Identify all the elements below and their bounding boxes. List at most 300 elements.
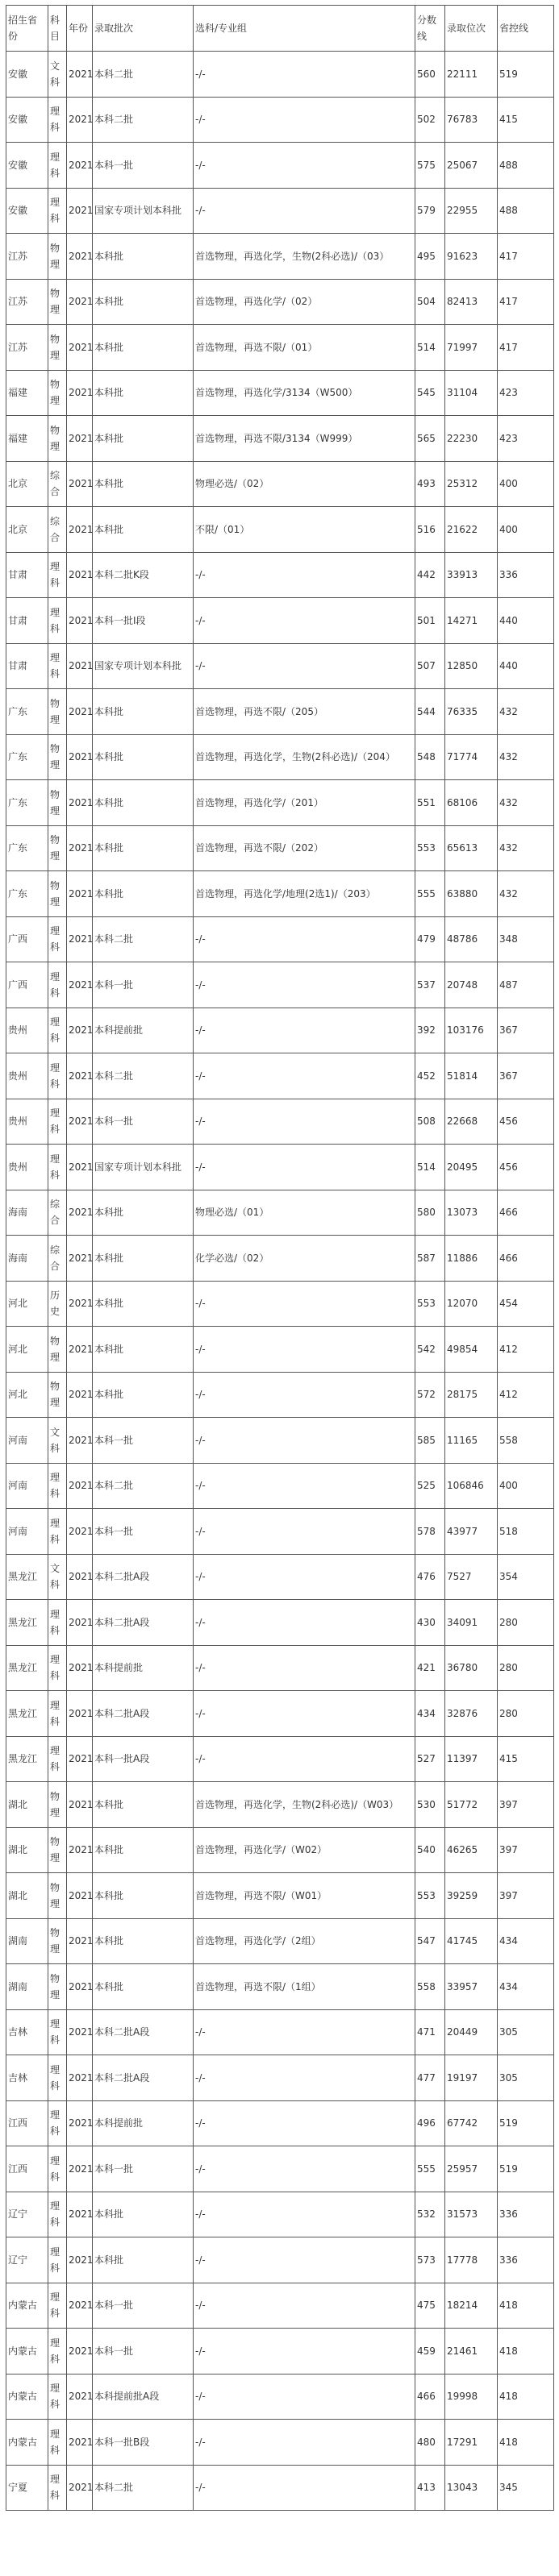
cell-subject-group: -/- bbox=[194, 1418, 415, 1464]
cell-subject: 综合 bbox=[48, 507, 67, 553]
cell-subject-group: -/- bbox=[194, 1372, 415, 1418]
header-subject: 科目 bbox=[48, 6, 67, 52]
cell-year: 2021 bbox=[67, 1190, 93, 1236]
cell-subject-group: -/- bbox=[194, 2237, 415, 2283]
cell-year: 2021 bbox=[67, 1691, 93, 1737]
cell-batch: 本科提前批 bbox=[93, 2100, 194, 2146]
cell-year: 2021 bbox=[67, 1281, 93, 1327]
cell-year: 2021 bbox=[67, 2374, 93, 2420]
cell-year: 2021 bbox=[67, 234, 93, 280]
cell-batch: 本科批 bbox=[93, 279, 194, 325]
table-row bbox=[6, 416, 554, 462]
cell-subject: 理科 bbox=[48, 552, 67, 598]
cell-batch: 本科二批 bbox=[93, 1463, 194, 1509]
cell-subject-group: 首选物理，再选化学/地理(2选1)/（203） bbox=[194, 871, 415, 917]
cell-score-line: 452 bbox=[415, 1053, 445, 1099]
table-row bbox=[6, 871, 554, 917]
cell-rank: 11397 bbox=[445, 1736, 498, 1782]
admission-score-table bbox=[6, 5, 554, 2511]
cell-subject: 物理 bbox=[48, 370, 67, 416]
cell-score-line: 544 bbox=[415, 689, 445, 735]
cell-year: 2021 bbox=[67, 1873, 93, 1919]
cell-province: 贵州 bbox=[6, 1053, 48, 1099]
cell-score-line: 579 bbox=[415, 188, 445, 234]
cell-batch: 本科批 bbox=[93, 1918, 194, 1964]
cell-province: 江苏 bbox=[6, 279, 48, 325]
cell-rank: 71774 bbox=[445, 734, 498, 780]
cell-year: 2021 bbox=[67, 2237, 93, 2283]
cell-province: 河南 bbox=[6, 1418, 48, 1464]
cell-province: 甘肃 bbox=[6, 552, 48, 598]
cell-score-line: 537 bbox=[415, 962, 445, 1008]
cell-subject: 物理 bbox=[48, 825, 67, 871]
cell-subject-group: -/- bbox=[194, 1281, 415, 1327]
cell-rank: 25067 bbox=[445, 143, 498, 189]
cell-batch: 本科提前批 bbox=[93, 1008, 194, 1053]
cell-rank: 63880 bbox=[445, 871, 498, 917]
cell-year: 2021 bbox=[67, 1236, 93, 1282]
cell-subject: 理科 bbox=[48, 1600, 67, 1646]
cell-subject-group: -/- bbox=[194, 2283, 415, 2329]
cell-province: 湖北 bbox=[6, 1873, 48, 1919]
cell-batch: 本科批 bbox=[93, 234, 194, 280]
cell-year: 2021 bbox=[67, 2146, 93, 2192]
cell-subject: 理科 bbox=[48, 2009, 67, 2055]
cell-control-line: 354 bbox=[498, 1554, 554, 1600]
cell-subject: 理科 bbox=[48, 2237, 67, 2283]
cell-control-line: 423 bbox=[498, 416, 554, 462]
cell-rank: 13073 bbox=[445, 1190, 498, 1236]
cell-subject-group: -/- bbox=[194, 2100, 415, 2146]
cell-score-line: 548 bbox=[415, 734, 445, 780]
cell-province: 安徽 bbox=[6, 188, 48, 234]
cell-subject-group: 首选物理，再选化学/（W02） bbox=[194, 1827, 415, 1873]
cell-subject: 物理 bbox=[48, 871, 67, 917]
cell-control-line: 397 bbox=[498, 1873, 554, 1919]
cell-score-line: 553 bbox=[415, 825, 445, 871]
cell-score-line: 530 bbox=[415, 1782, 445, 1828]
cell-batch: 本科批 bbox=[93, 689, 194, 735]
cell-batch: 本科批 bbox=[93, 871, 194, 917]
cell-score-line: 555 bbox=[415, 871, 445, 917]
cell-batch: 本科一批 bbox=[93, 143, 194, 189]
cell-batch: 本科批 bbox=[93, 1327, 194, 1373]
cell-subject-group: 首选物理，再选不限/（01） bbox=[194, 325, 415, 371]
cell-score-line: 575 bbox=[415, 143, 445, 189]
cell-province: 广东 bbox=[6, 871, 48, 917]
cell-subject: 理科 bbox=[48, 2055, 67, 2101]
cell-rank: 34091 bbox=[445, 1600, 498, 1646]
cell-rank: 43977 bbox=[445, 1509, 498, 1555]
cell-rank: 106846 bbox=[445, 1463, 498, 1509]
cell-subject-group: 首选物理，再选不限/（202） bbox=[194, 825, 415, 871]
table-row bbox=[6, 52, 554, 98]
cell-rank: 39259 bbox=[445, 1873, 498, 1919]
cell-score-line: 572 bbox=[415, 1372, 445, 1418]
cell-score-line: 553 bbox=[415, 1281, 445, 1327]
cell-year: 2021 bbox=[67, 2465, 93, 2511]
cell-control-line: 305 bbox=[498, 2055, 554, 2101]
cell-subject: 物理 bbox=[48, 780, 67, 826]
cell-year: 2021 bbox=[67, 1099, 93, 1145]
table-row bbox=[6, 2146, 554, 2192]
cell-province: 黑龙江 bbox=[6, 1691, 48, 1737]
cell-score-line: 560 bbox=[415, 52, 445, 98]
cell-subject: 理科 bbox=[48, 916, 67, 962]
cell-rank: 22230 bbox=[445, 416, 498, 462]
cell-rank: 48786 bbox=[445, 916, 498, 962]
cell-score-line: 434 bbox=[415, 1691, 445, 1737]
cell-province: 河北 bbox=[6, 1327, 48, 1373]
cell-score-line: 573 bbox=[415, 2237, 445, 2283]
table-row bbox=[6, 1691, 554, 1737]
cell-rank: 12070 bbox=[445, 1281, 498, 1327]
cell-score-line: 527 bbox=[415, 1736, 445, 1782]
table-row bbox=[6, 97, 554, 143]
cell-subject: 理科 bbox=[48, 1463, 67, 1509]
cell-control-line: 423 bbox=[498, 370, 554, 416]
cell-subject-group: 首选物理，再选化学，生物(2科必选)/（204） bbox=[194, 734, 415, 780]
cell-score-line: 508 bbox=[415, 1099, 445, 1145]
cell-batch: 本科一批I段 bbox=[93, 598, 194, 644]
cell-rank: 21622 bbox=[445, 507, 498, 553]
cell-score-line: 480 bbox=[415, 2420, 445, 2466]
cell-year: 2021 bbox=[67, 279, 93, 325]
cell-province: 安徽 bbox=[6, 52, 48, 98]
cell-batch: 本科批 bbox=[93, 1827, 194, 1873]
cell-subject: 物理 bbox=[48, 1964, 67, 2010]
cell-subject-group: -/- bbox=[194, 1327, 415, 1373]
cell-subject: 理科 bbox=[48, 1736, 67, 1782]
cell-rank: 21461 bbox=[445, 2329, 498, 2374]
cell-rank: 67742 bbox=[445, 2100, 498, 2146]
cell-province: 广东 bbox=[6, 780, 48, 826]
cell-province: 湖北 bbox=[6, 1827, 48, 1873]
cell-score-line: 516 bbox=[415, 507, 445, 553]
cell-control-line: 519 bbox=[498, 2146, 554, 2192]
cell-score-line: 525 bbox=[415, 1463, 445, 1509]
cell-subject-group: -/- bbox=[194, 2329, 415, 2374]
table-row bbox=[6, 2055, 554, 2101]
cell-control-line: 418 bbox=[498, 2329, 554, 2374]
cell-subject: 理科 bbox=[48, 1691, 67, 1737]
cell-control-line: 488 bbox=[498, 143, 554, 189]
cell-subject-group: -/- bbox=[194, 1099, 415, 1145]
cell-subject-group: 首选物理，再选化学/（2组） bbox=[194, 1918, 415, 1964]
table-row bbox=[6, 1418, 554, 1464]
cell-batch: 本科批 bbox=[93, 825, 194, 871]
cell-rank: 22111 bbox=[445, 52, 498, 98]
cell-subject: 物理 bbox=[48, 1372, 67, 1418]
cell-province: 广西 bbox=[6, 916, 48, 962]
cell-year: 2021 bbox=[67, 1145, 93, 1190]
cell-province: 内蒙古 bbox=[6, 2283, 48, 2329]
cell-rank: 41745 bbox=[445, 1918, 498, 1964]
cell-year: 2021 bbox=[67, 1600, 93, 1646]
cell-rank: 65613 bbox=[445, 825, 498, 871]
cell-year: 2021 bbox=[67, 916, 93, 962]
cell-rank: 25957 bbox=[445, 2146, 498, 2192]
header-score-line: 分数线 bbox=[415, 6, 445, 52]
cell-province: 海南 bbox=[6, 1236, 48, 1282]
cell-score-line: 540 bbox=[415, 1827, 445, 1873]
cell-year: 2021 bbox=[67, 2009, 93, 2055]
cell-batch: 本科批 bbox=[93, 1964, 194, 2010]
cell-score-line: 545 bbox=[415, 370, 445, 416]
cell-batch: 本科一批 bbox=[93, 1418, 194, 1464]
cell-subject-group: -/- bbox=[194, 2465, 415, 2511]
cell-year: 2021 bbox=[67, 188, 93, 234]
cell-subject-group: 首选物理，再选不限/（205） bbox=[194, 689, 415, 735]
cell-province: 甘肃 bbox=[6, 598, 48, 644]
cell-subject: 理科 bbox=[48, 1099, 67, 1145]
cell-control-line: 434 bbox=[498, 1918, 554, 1964]
header-province: 招生省份 bbox=[6, 6, 48, 52]
cell-year: 2021 bbox=[67, 2329, 93, 2374]
cell-subject-group: -/- bbox=[194, 643, 415, 689]
table-row bbox=[6, 143, 554, 189]
cell-subject-group: -/- bbox=[194, 52, 415, 98]
cell-batch: 本科二批 bbox=[93, 52, 194, 98]
cell-province: 河北 bbox=[6, 1372, 48, 1418]
cell-score-line: 496 bbox=[415, 2100, 445, 2146]
cell-year: 2021 bbox=[67, 1008, 93, 1053]
cell-rank: 13043 bbox=[445, 2465, 498, 2511]
cell-score-line: 587 bbox=[415, 1236, 445, 1282]
cell-province: 安徽 bbox=[6, 97, 48, 143]
cell-province: 河北 bbox=[6, 1281, 48, 1327]
table-row bbox=[6, 1372, 554, 1418]
cell-rank: 51772 bbox=[445, 1782, 498, 1828]
cell-year: 2021 bbox=[67, 780, 93, 826]
cell-province: 北京 bbox=[6, 507, 48, 553]
cell-rank: 103176 bbox=[445, 1008, 498, 1053]
cell-control-line: 400 bbox=[498, 1463, 554, 1509]
header-subject-group: 选科/专业组 bbox=[194, 6, 415, 52]
cell-subject-group: -/- bbox=[194, 1554, 415, 1600]
cell-subject-group: -/- bbox=[194, 1600, 415, 1646]
table-row bbox=[6, 962, 554, 1008]
cell-province: 内蒙古 bbox=[6, 2420, 48, 2466]
cell-rank: 25312 bbox=[445, 461, 498, 507]
cell-subject: 理科 bbox=[48, 1145, 67, 1190]
table-row bbox=[6, 279, 554, 325]
table-row bbox=[6, 1600, 554, 1646]
cell-year: 2021 bbox=[67, 1782, 93, 1828]
cell-control-line: 456 bbox=[498, 1099, 554, 1145]
table-row bbox=[6, 1327, 554, 1373]
cell-subject-group: -/- bbox=[194, 2146, 415, 2192]
cell-control-line: 440 bbox=[498, 598, 554, 644]
cell-score-line: 501 bbox=[415, 598, 445, 644]
cell-batch: 本科批 bbox=[93, 734, 194, 780]
cell-province: 内蒙古 bbox=[6, 2329, 48, 2374]
cell-subject: 文科 bbox=[48, 52, 67, 98]
cell-subject: 物理 bbox=[48, 1327, 67, 1373]
cell-year: 2021 bbox=[67, 598, 93, 644]
cell-batch: 本科二批 bbox=[93, 97, 194, 143]
cell-province: 黑龙江 bbox=[6, 1736, 48, 1782]
table-row bbox=[6, 1053, 554, 1099]
cell-control-line: 417 bbox=[498, 325, 554, 371]
cell-control-line: 336 bbox=[498, 2192, 554, 2237]
cell-province: 辽宁 bbox=[6, 2237, 48, 2283]
cell-score-line: 475 bbox=[415, 2283, 445, 2329]
cell-batch: 本科批 bbox=[93, 1873, 194, 1919]
cell-rank: 19998 bbox=[445, 2374, 498, 2420]
cell-subject-group: -/- bbox=[194, 1008, 415, 1053]
cell-score-line: 477 bbox=[415, 2055, 445, 2101]
cell-batch: 本科批 bbox=[93, 325, 194, 371]
cell-subject: 物理 bbox=[48, 279, 67, 325]
cell-subject: 理科 bbox=[48, 1053, 67, 1099]
cell-subject: 理科 bbox=[48, 2100, 67, 2146]
cell-subject: 理科 bbox=[48, 2329, 67, 2374]
cell-subject: 理科 bbox=[48, 1008, 67, 1053]
cell-subject-group: -/- bbox=[194, 2192, 415, 2237]
cell-score-line: 514 bbox=[415, 1145, 445, 1190]
cell-subject: 文科 bbox=[48, 1554, 67, 1600]
cell-control-line: 418 bbox=[498, 2283, 554, 2329]
cell-batch: 本科二批A段 bbox=[93, 2009, 194, 2055]
cell-control-line: 432 bbox=[498, 871, 554, 917]
cell-subject-group: -/- bbox=[194, 1509, 415, 1555]
table-row bbox=[6, 2192, 554, 2237]
cell-batch: 本科二批 bbox=[93, 2465, 194, 2511]
cell-score-line: 504 bbox=[415, 279, 445, 325]
cell-subject-group: 化学必选/（02） bbox=[194, 1236, 415, 1282]
cell-province: 江苏 bbox=[6, 325, 48, 371]
cell-subject: 物理 bbox=[48, 1782, 67, 1828]
table-row bbox=[6, 1008, 554, 1053]
cell-control-line: 432 bbox=[498, 689, 554, 735]
table-row bbox=[6, 188, 554, 234]
cell-batch: 本科一批 bbox=[93, 2329, 194, 2374]
cell-score-line: 476 bbox=[415, 1554, 445, 1600]
cell-subject-group: -/- bbox=[194, 1645, 415, 1691]
table-row bbox=[6, 643, 554, 689]
cell-year: 2021 bbox=[67, 507, 93, 553]
cell-subject-group: -/- bbox=[194, 1145, 415, 1190]
cell-subject-group: 首选物理，再选化学/（201） bbox=[194, 780, 415, 826]
table-row bbox=[6, 2465, 554, 2511]
cell-subject: 物理 bbox=[48, 1873, 67, 1919]
cell-rank: 11886 bbox=[445, 1236, 498, 1282]
cell-control-line: 418 bbox=[498, 2374, 554, 2420]
cell-batch: 国家专项计划本科批 bbox=[93, 188, 194, 234]
cell-province: 河南 bbox=[6, 1509, 48, 1555]
cell-score-line: 558 bbox=[415, 1964, 445, 2010]
cell-province: 江苏 bbox=[6, 234, 48, 280]
cell-batch: 本科一批 bbox=[93, 1509, 194, 1555]
cell-batch: 本科一批 bbox=[93, 2146, 194, 2192]
table-row bbox=[6, 1554, 554, 1600]
cell-control-line: 418 bbox=[498, 2420, 554, 2466]
table-body bbox=[6, 52, 554, 2511]
table-row bbox=[6, 2009, 554, 2055]
cell-subject-group: 首选物理，再选化学，生物(2科必选)/（03） bbox=[194, 234, 415, 280]
table-row bbox=[6, 1281, 554, 1327]
cell-control-line: 280 bbox=[498, 1645, 554, 1691]
cell-control-line: 415 bbox=[498, 1736, 554, 1782]
cell-subject: 物理 bbox=[48, 1918, 67, 1964]
cell-province: 贵州 bbox=[6, 1145, 48, 1190]
cell-subject-group: -/- bbox=[194, 188, 415, 234]
cell-subject: 物理 bbox=[48, 325, 67, 371]
cell-province: 江西 bbox=[6, 2146, 48, 2192]
table-row bbox=[6, 2329, 554, 2374]
cell-control-line: 397 bbox=[498, 1827, 554, 1873]
cell-year: 2021 bbox=[67, 1327, 93, 1373]
cell-province: 辽宁 bbox=[6, 2192, 48, 2237]
cell-batch: 本科二批A段 bbox=[93, 1600, 194, 1646]
cell-subject-group: 首选物理，再选化学/3134（W500） bbox=[194, 370, 415, 416]
table-row bbox=[6, 734, 554, 780]
cell-year: 2021 bbox=[67, 1418, 93, 1464]
cell-batch: 本科批 bbox=[93, 1782, 194, 1828]
cell-province: 黑龙江 bbox=[6, 1600, 48, 1646]
cell-subject: 理科 bbox=[48, 2374, 67, 2420]
cell-subject-group: -/- bbox=[194, 97, 415, 143]
cell-control-line: 367 bbox=[498, 1008, 554, 1053]
cell-control-line: 400 bbox=[498, 461, 554, 507]
cell-subject: 理科 bbox=[48, 2465, 67, 2511]
cell-score-line: 413 bbox=[415, 2465, 445, 2511]
table-row bbox=[6, 1827, 554, 1873]
cell-rank: 20449 bbox=[445, 2009, 498, 2055]
cell-control-line: 488 bbox=[498, 188, 554, 234]
cell-subject-group: -/- bbox=[194, 552, 415, 598]
cell-year: 2021 bbox=[67, 734, 93, 780]
cell-control-line: 345 bbox=[498, 2465, 554, 2511]
cell-control-line: 417 bbox=[498, 279, 554, 325]
cell-year: 2021 bbox=[67, 1554, 93, 1600]
cell-rank: 46265 bbox=[445, 1827, 498, 1873]
cell-rank: 31573 bbox=[445, 2192, 498, 2237]
cell-rank: 36780 bbox=[445, 1645, 498, 1691]
cell-control-line: 417 bbox=[498, 234, 554, 280]
cell-rank: 68106 bbox=[445, 780, 498, 826]
cell-year: 2021 bbox=[67, 1827, 93, 1873]
cell-rank: 49854 bbox=[445, 1327, 498, 1373]
cell-subject-group: -/- bbox=[194, 1463, 415, 1509]
cell-control-line: 412 bbox=[498, 1372, 554, 1418]
cell-subject-group: 首选物理，再选化学，生物(2科必选)/（W03） bbox=[194, 1782, 415, 1828]
cell-subject: 综合 bbox=[48, 461, 67, 507]
cell-year: 2021 bbox=[67, 370, 93, 416]
table-row bbox=[6, 461, 554, 507]
cell-control-line: 434 bbox=[498, 1964, 554, 2010]
cell-score-line: 392 bbox=[415, 1008, 445, 1053]
table-row bbox=[6, 1873, 554, 1919]
cell-subject-group: -/- bbox=[194, 2374, 415, 2420]
cell-province: 湖南 bbox=[6, 1964, 48, 2010]
cell-score-line: 495 bbox=[415, 234, 445, 280]
cell-subject-group: -/- bbox=[194, 2009, 415, 2055]
table-row bbox=[6, 507, 554, 553]
table-row bbox=[6, 2374, 554, 2420]
cell-batch: 本科批 bbox=[93, 1236, 194, 1282]
cell-subject: 理科 bbox=[48, 643, 67, 689]
cell-rank: 33957 bbox=[445, 1964, 498, 2010]
cell-subject-group: 不限/（01） bbox=[194, 507, 415, 553]
cell-control-line: 432 bbox=[498, 825, 554, 871]
cell-subject: 理科 bbox=[48, 2283, 67, 2329]
cell-year: 2021 bbox=[67, 2283, 93, 2329]
table-row bbox=[6, 1645, 554, 1691]
cell-year: 2021 bbox=[67, 825, 93, 871]
cell-province: 宁夏 bbox=[6, 2465, 48, 2511]
